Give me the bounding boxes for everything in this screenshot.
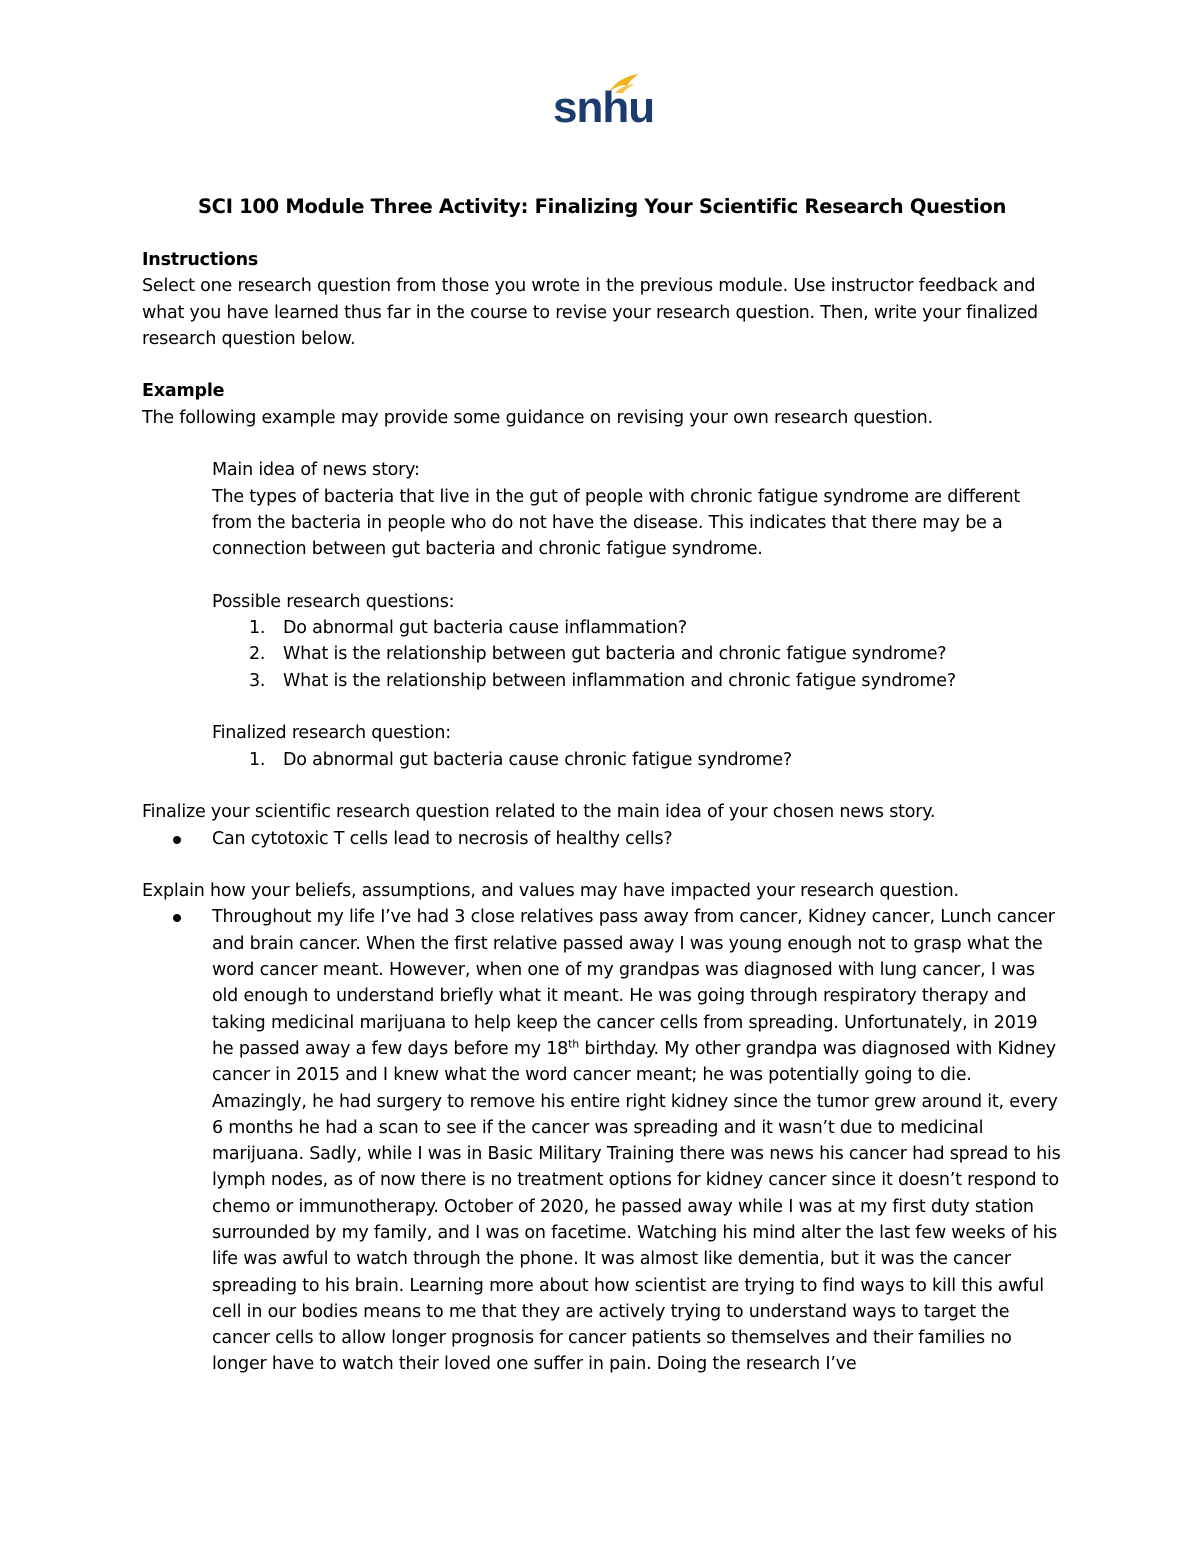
list-item: 2. What is the relationship between gut bacteria and chronic fatigue syndrome? — [249, 644, 947, 665]
list-item: 1. Do abnormal gut bacteria cause chronic fatigue syndrome? — [249, 749, 792, 770]
snhu-logo — [553, 72, 655, 134]
explain-answer-list — [142, 904, 1062, 1377]
main-idea-label: Main idea of news story: — [212, 460, 420, 481]
instructions-heading: Instructions — [142, 250, 259, 270]
list-item: Can cytotoxic T cells lead to necrosis of healthy cells? — [142, 826, 1062, 852]
list-item — [142, 904, 1062, 1377]
explain-answer-part1: Throughout my life I’ve had 3 close relatives pass away from cancer, Kidney cancer, Lunch cancer and brain cancer. When the first relative passed away I was young enough not to grasp what the word cancer meant. However, when one of my grandpas was diagnosed with lung cancer, I was old enough to understand briefly what it meant. He was going through respiratory therapy and taking medicinal marijuana to help keep the cancer cells from spreading. Unfortunately, in 2019 he passed away a few days before my 18 — [212, 907, 1055, 1059]
document-body — [142, 193, 1062, 1378]
finalized-question-label: Finalized research question: — [212, 723, 451, 744]
page-title: SCI 100 Module Three Activity: Finalizing Your Scientific Research Question — [197, 195, 1007, 218]
bullet-icon — [173, 914, 181, 922]
main-idea-text: The types of bacteria that live in the gut of people with chronic fatigue syndrome are different from the bacteria in people who do not have the disease. This indicates that there may be a connection between gut bacteria and chronic fatigue syndrome. — [212, 486, 1020, 560]
list-item: 1. Do abnormal gut bacteria cause inflammation? — [249, 618, 687, 639]
finalized-questions-list — [142, 747, 1062, 773]
finalize-answer-list — [142, 826, 1062, 852]
example-heading: Example — [142, 381, 225, 402]
bullet-icon — [173, 836, 181, 844]
possible-questions-label: Possible research questions: — [212, 591, 455, 612]
list-item: 3. What is the relationship between inflammation and chronic fatigue syndrome? — [249, 670, 956, 691]
explain-answer-part2: birthday. My other grandpa was diagnosed with Kidney cancer in 2015 and I knew what the word cancer meant; he was potentially going to die. Amazingly, he had surgery to remove his entire right kidney since the tumor grew around it, every 6 months he had a scan to see if the cancer was spreading and it wasn’t due to medicinal marijuana. Sadly, while I was in Basic Military Training there was news his cancer had spread to his lymph nodes, as of now there is no treatment options for kidney cancer since it doesn’t respond to chemo or immunotherapy. October of 2020, he passed away while I was at my first duty station surrounded by my family, and I was on facetime. Watching his mind alter the last few weeks of his life was awful to watch through the phone. It was almost like dementia, but it was the cancer spreading to his brain. Learning more about how scientist are trying to find ways to kill this awful cell in our bodies means to me that they are actively trying to understand ways to target the cancer cells to allow longer prognosis for cancer patients so themselves and their families no longer have to watch their loved one suffer in pain. Doing the research I’ve — [212, 1038, 1061, 1375]
explain-prompt: Explain how your beliefs, assumptions, and values may have impacted your research question. — [142, 881, 959, 902]
superscript-th: th — [568, 1037, 579, 1051]
possible-questions-list — [142, 615, 1062, 694]
logo-wordmark: snhu — [553, 83, 655, 132]
example-intro: The following example may provide some guidance on revising your own research question. — [142, 407, 933, 428]
instructions-text: Select one research question from those you wrote in the previous module. Use instructor feedback and what you have learned thus far in the course to revise your research question. Then, write your finalized research question below. — [142, 276, 1038, 349]
finalize-prompt: Finalize your scientific research question related to the main idea of your chosen news story. — [142, 802, 936, 823]
